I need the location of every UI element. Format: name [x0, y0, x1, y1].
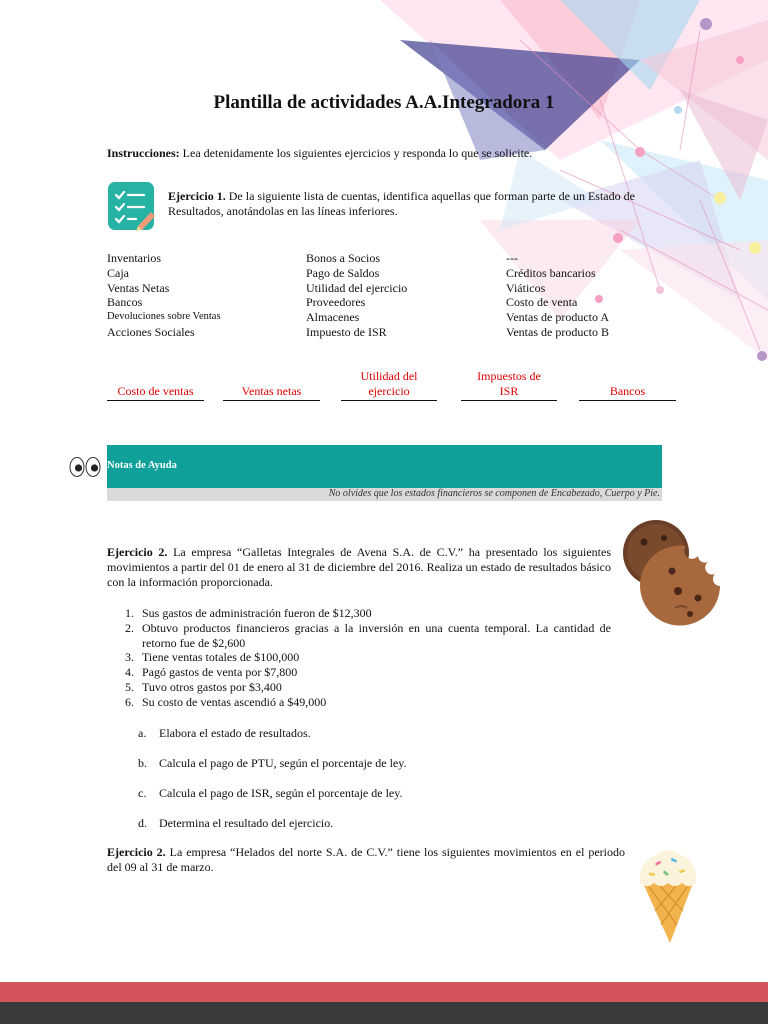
answer-text: Bancos — [609, 384, 646, 398]
footer-red-band — [0, 982, 768, 1002]
task-item: a. Elabora el estado de resultados. — [138, 726, 311, 740]
instructions-text: Lea detenidamente los siguientes ejercicios y responda lo que se solicite. — [179, 146, 533, 160]
exercise-2-list — [107, 606, 611, 710]
exercise-1 — [168, 189, 668, 219]
exercise-3 — [107, 845, 625, 875]
accounts-column-2 — [306, 251, 407, 340]
account-item: Créditos bancarios — [506, 265, 596, 280]
account-item: Caja — [107, 265, 129, 280]
cookies-icon — [620, 516, 725, 628]
accounts-column-3 — [506, 251, 609, 340]
account-item: Bancos — [107, 295, 143, 310]
task-item: c. Calcula el pago de ISR, según el porcentaje de ley. — [138, 786, 403, 800]
answer-line[interactable] — [579, 368, 676, 401]
instructions — [107, 146, 532, 161]
account-item: Utilidad del ejercicio — [306, 280, 408, 295]
notes-title: Notas de Ayuda — [107, 460, 177, 471]
footer-dark-band — [0, 1002, 768, 1024]
list-item: 2. Obtuvo productos financieros gracias a la inversión en una cuenta temporal. La cantidad de retorno fue de $2,600 — [125, 620, 611, 650]
exercise-3-label: Ejercicio 2. — [107, 845, 166, 859]
account-item: Ventas de producto A — [506, 310, 609, 325]
checklist-icon — [108, 182, 156, 232]
exercise-1-text: De la siguiente lista de cuentas, identifica aquellas que forman parte de un Estado de Resultados, anotándolas en las líneas inferiores. — [168, 189, 635, 218]
account-item: --- — [506, 251, 518, 265]
account-item: Ventas Netas — [107, 280, 170, 295]
account-item: Almacenes — [306, 310, 360, 325]
notes-header-bar — [107, 445, 662, 488]
instructions-label: Instrucciones: — [107, 146, 180, 160]
answer-line[interactable] — [341, 368, 437, 401]
list-item: 5. Tuvo otros gastos por $3,400 — [125, 679, 282, 694]
exercise-2-text: La empresa “Galletas Integrales de Avena S.A. de C.V.” ha presentado los siguientes movimientos a partir del 01 de enero al 31 de diciembre del 2016. Realiza un estado de resultados básico con la información proporcionada. — [107, 545, 611, 589]
list-item: 1. Sus gastos de administración fueron de $12,300 — [125, 606, 372, 620]
account-item: Acciones Sociales — [107, 324, 195, 339]
answer-line[interactable] — [107, 368, 204, 401]
account-item: Bonos a Socios — [306, 251, 381, 265]
answer-text: Costo de ventas — [117, 384, 194, 398]
list-item: 4. Pagó gastos de venta por $7,800 — [125, 665, 298, 680]
task-item: d. Determina el resultado del ejercicio. — [138, 816, 334, 830]
account-item: Proveedores — [306, 295, 366, 310]
page-title: Plantilla de actividades A.A.Integradora 1 — [213, 92, 555, 113]
account-item: Ventas de producto B — [506, 324, 609, 339]
exercise-2-label: Ejercicio 2. — [107, 545, 168, 559]
answer-line[interactable] — [461, 368, 557, 401]
exercise-2 — [107, 545, 611, 590]
account-item: Impuesto de ISR — [306, 324, 387, 339]
account-item: Costo de venta — [506, 295, 578, 310]
list-item: 3. Tiene ventas totales de $100,000 — [125, 650, 300, 665]
answer-text: Ventas netas — [241, 384, 302, 398]
eyes-icon — [69, 456, 101, 478]
task-item: b. Calcula el pago de PTU, según el porcentaje de ley. — [138, 756, 407, 770]
answer-text: Impuestos de ISR — [477, 369, 541, 398]
notes-text: No olvides que los estados financieros se componen de Encabezado, Cuerpo y Pie. — [328, 488, 660, 499]
ice-cream-icon — [637, 845, 699, 945]
accounts-column-1 — [107, 251, 221, 340]
account-item: Inventarios — [107, 251, 161, 265]
list-item: 6. Su costo de ventas ascendió a $49,000 — [125, 694, 327, 709]
exercise-1-label: Ejercicio 1. — [168, 189, 226, 203]
account-item: Devoluciones sobre Ventas — [107, 311, 221, 323]
exercise-3-text: La empresa “Helados del norte S.A. de C.V.” tiene los siguientes movimientos en el periodo del 09 al 31 de marzo. — [107, 845, 625, 874]
answer-text: Utilidad del ejercicio — [360, 369, 418, 398]
answer-line[interactable] — [223, 368, 320, 401]
account-item: Viáticos — [506, 280, 546, 295]
account-item: Pago de Saldos — [306, 265, 380, 280]
